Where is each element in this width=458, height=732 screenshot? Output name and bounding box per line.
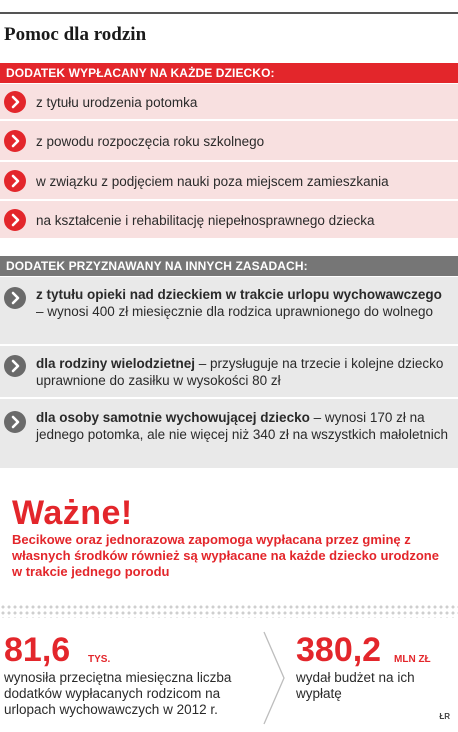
- list-item-rest: – wynosi 170 zł na jednego potomka, ale nie więcej niż 340 zł na wszystkich małoletnich: [36, 410, 448, 442]
- arrow-right-circle-icon: [4, 91, 26, 113]
- section-b-header: DODATEK PRZYZNAWANY NA INNYCH ZASADACH:: [0, 256, 458, 276]
- list-item-label: na kształcenie i rehabilitację niepełnosprawnego dziecka: [36, 213, 375, 228]
- list-item: [0, 121, 458, 161]
- list-item-label: z tytułu urodzenia potomka: [36, 95, 198, 110]
- arrow-right-circle-icon: [4, 287, 26, 309]
- list-item-rest: – przysługuje na trzecie i kolejne dziecko uprawnione do zasiłku w wysokości 80 zł: [36, 356, 444, 388]
- stat-description: wydał budżet na ich wypłatę: [296, 670, 415, 701]
- author-credit: ŁR: [439, 712, 450, 721]
- top-rule: [0, 12, 458, 14]
- stat-value: 81,6: [4, 631, 71, 669]
- list-item: [0, 399, 458, 469]
- list-item: [0, 346, 458, 398]
- arrow-right-circle-icon: [4, 170, 26, 192]
- list-item: [0, 162, 458, 200]
- list-item-bold: dla rodziny wielodzietnej: [36, 356, 196, 371]
- list-item: [0, 277, 458, 345]
- list-item-label: z powodu rozpoczęcia roku szkolnego: [36, 134, 265, 149]
- list-item-bold: dla osoby samotnie wychowującej dziecko: [36, 410, 310, 425]
- chevron-divider-icon: [262, 630, 288, 726]
- list-item-rest: – wynosi 400 zł miesięcznie dla rodzica uprawnionego do wolnego: [36, 304, 433, 319]
- arrow-right-circle-icon: [4, 411, 26, 433]
- dotted-divider: [0, 604, 458, 618]
- arrow-right-circle-icon: [4, 355, 26, 377]
- important-title: Ważne!: [12, 494, 133, 532]
- list-item: [0, 201, 458, 239]
- stat-value: 380,2: [296, 631, 382, 669]
- list-item-text: [36, 355, 450, 389]
- arrow-right-circle-icon: [4, 209, 26, 231]
- stat-unit: TYS.: [88, 654, 111, 665]
- arrow-right-circle-icon: [4, 130, 26, 152]
- page-title: Pomoc dla rodzin: [4, 24, 147, 45]
- important-text: Becikowe oraz jednorazowa zapomoga wypłacana przez gminę z własnych środków również są wypłacane na każde dziecko urodzone w trakcie jednego porodu: [12, 532, 439, 579]
- list-item-text: [36, 409, 450, 443]
- list-item-bold: z tytułu opieki nad dzieckiem w trakcie urlopu wychowawczego: [36, 287, 442, 302]
- stat-unit: MLN ZŁ: [394, 654, 431, 665]
- section-a-header: DODATEK WYPŁACANY NA KAŻDE DZIECKO:: [0, 63, 458, 83]
- list-item-label: w związku z podjęciem nauki poza miejscem zamieszkania: [36, 174, 389, 189]
- list-item-text: [36, 286, 450, 320]
- list-item: [0, 84, 458, 120]
- stat-description: wynosiła przeciętna miesięczna liczba dodatków wypłacanych rodzicom na urlopach wychowawczych w 2012 r.: [4, 670, 232, 717]
